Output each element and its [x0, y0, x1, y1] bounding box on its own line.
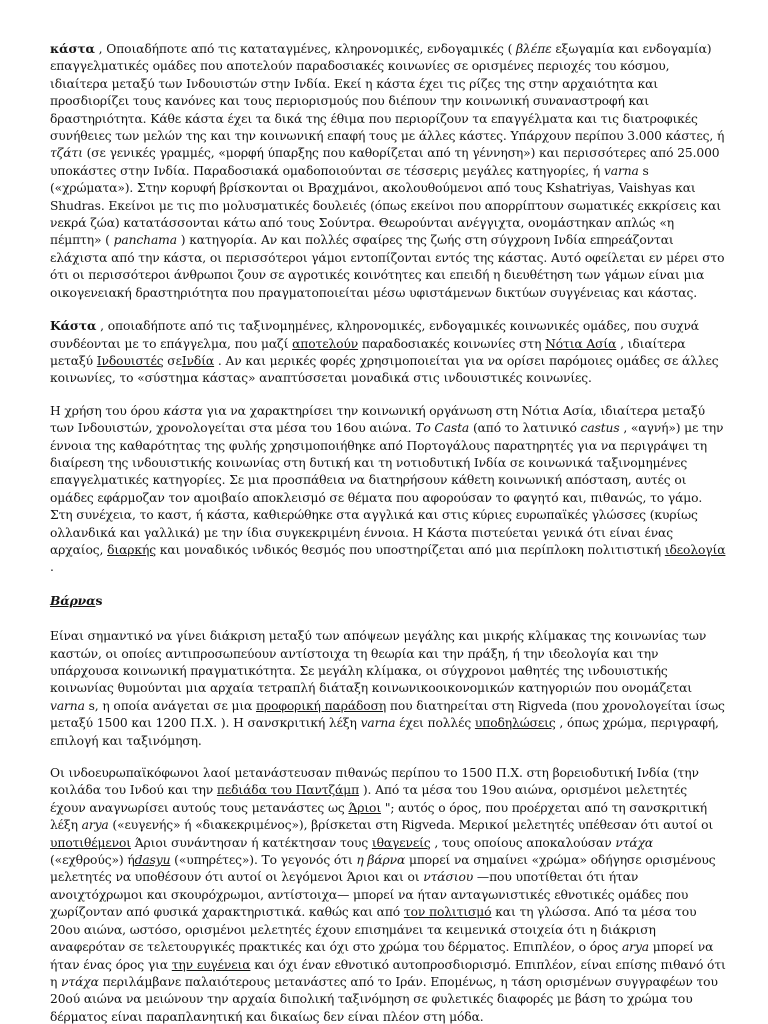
- text-run: s, η οποία ανάγεται σε μια: [84, 698, 257, 713]
- italic-term: ντάχα: [61, 974, 99, 989]
- text-run: έχει πολλές: [395, 716, 475, 731]
- paragraph-term-history: [50, 403, 726, 577]
- inline-link[interactable]: Ινδουιστές: [96, 353, 164, 368]
- text-run: . Αν και μερικές φορές χρησιμοποιείται για να ορίσει παρόμοιες ομάδες σε άλλες κοινωνίες, το «σύστημα κάστας» αναπτύσσεται μοναδικά στις ινδουιστικές κοινωνίες.: [50, 353, 719, 386]
- inline-link[interactable]: αποτελούν: [292, 336, 359, 351]
- text-run: , ιδιαίτερα μεταξύ: [50, 336, 686, 368]
- italic-term: panchama: [113, 233, 177, 248]
- inline-link[interactable]: Ινδία: [181, 353, 215, 368]
- text-run: για να χαρακτηρίσει την κοινωνική οργάνωση στη Νότια Ασία, ιδιαίτερα μεταξύ των Ινδουιστών, χρονολογείται στα μέσα του 16ου αιώνα.: [50, 403, 706, 436]
- text-run: Άριοι συνάντησαν ή κατέκτησαν τους: [130, 835, 372, 850]
- text-run: , «αγνή») με την έννοια της καθαρότητας της φυλής χρησιμοποιήθηκε από Πορτογάλους παρατηρητές για να περιγράψει τη διαίρεση της ινδουιστικής κοινωνίας στη δυτική και τη νοτιοδυτική Ινδία σε κοινωνικά ταξινομημένες επαγγελματικές κατηγορίες. Σε μια προσπάθεια να διατηρήσουν κάθετη κοινωνική απόσταση, αυτές οι ομάδες εφάρμοζαν τον αμοιβαίο αποκλεισμό σε θέματα που αφορούσαν το φαγητό και, πιθανώς, το γάμο. Στη συνέχεια, το καστ, ή κάστα, καθιερώθηκε στα αγγλικά και στις κύριες ευρωπαϊκές γλώσσες (κυρίως ολλανδικά και γαλλικά) με την ίδια συγκεκριμένη έννοια. Η Κάστα πιστεύεται γενικά ότι είναι ένας αρχαίος,: [50, 421, 724, 557]
- text-run: Οι ινδοευρωπαϊκόφωνοι λαοί μετανάστευσαν πιθανώς περίπου το 1500 Π.Χ. στη βορειοδυτική Ινδία (την κοιλάδα του Ινδού και την: [50, 766, 699, 798]
- text-run: (από το λατινικό: [469, 421, 581, 436]
- inline-link[interactable]: Νότια Ασία: [545, 336, 617, 351]
- text-run: ) κατηγορία. Αν και πολλές σφαίρες της ζωής στη σύγχρονη Ινδία επηρεάζονται ελάχιστα από την κάστα, οι περισσότεροι γάμοι εντοπίζονται εντός της κάστας. Αυτό οφείλεται εν μέρει στο ότι οι περισσότεροι άνθρωποι ζουν σε αγροτικές κοινότητες και επειδή η διευθέτηση των γάμων είναι μια οικογενειακή δραστηριότητα που πραγματοποιείται μέσω υφιστάμενων δικτύων συγγένειας και κάστας.: [50, 233, 725, 300]
- text-run: ). Από τα μέσα του 19ου αιώνα, ορισμένοι μελετητές έχουν αναγνωρίσει αυτούς τους μετανάστες ως: [50, 783, 688, 815]
- text-run: s («χρώματα»). Στην κορυφή βρίσκονται οι Βραχμάνοι, ακολουθούμενοι από τους Kshatriyas, Vaishyas και Shudras. Εκείνοι με τις πιο μολυσματικές δουλειές (όπως εκείνοι που απορρίπτουν σωματικές εκκρίσεις και νεκρά ζώα) κατατάσσονται κάτω από τους Σούντρα. Θεωρούνται ανέγγιχτα, ονομάστηκαν απλώς «η πέμπτη» (: [50, 163, 721, 248]
- inline-link[interactable]: πεδιάδα του Παντζάμπ: [216, 783, 360, 798]
- varna-heading-suffix: s: [95, 592, 103, 608]
- inline-link[interactable]: υποτιθέμενοι: [50, 835, 131, 850]
- text-run: περιλάμβανε παλαιότερους μετανάστες από το Ιράν. Επομένως, η τάση ορισμένων συγγραφέων του 20ού αιώνα να μειώνουν την αρχαία διπολική ταξινόμηση σε φυλετικές διαφορές με βάση το χρώμα του δέρματος είναι παραπλανητική και δικαίως δεν είναι πλέον στη μόδα.: [50, 974, 718, 1024]
- italic-term: η βάρνα: [356, 853, 406, 868]
- italic-term: Το Casta: [415, 421, 470, 436]
- text-run: , όπως χρώμα, περιγραφή, επιλογή και ταξινόμηση.: [50, 716, 719, 748]
- italic-term: varna: [360, 716, 396, 731]
- italic-term: castus: [580, 421, 620, 436]
- inline-link[interactable]: Άριοι: [348, 800, 382, 815]
- italic-term: ντάσιου: [423, 870, 474, 885]
- text-run: .: [50, 560, 54, 575]
- text-run: («ευγενής» ή «διακεκριμένος»), βρίσκεται στη Rigveda. Μερικοί μελετητές υπέθεσαν ότι αυτοί οι: [108, 818, 714, 833]
- text-run: εξωγαμία και ενδογαμία) επαγγελματικές ομάδες που αποτελούν παραδοσιακές κοινωνίες σε ορισμένες περιοχές του κόσμου, ιδιαίτερα μεταξύ των Ινδουιστών στην Ινδία. Εκεί η κάστα έχει τις ρίζες της στην αρχαιότητα και προσδιορίζει τους κανόνες και τους περιορισμούς που διέπουν την κοινωνική συναναστροφή και δραστηριότητα. Κάθε κάστα έχει τα δικά της έθιμα που περιορίζουν τα επαγγέλματα και τις διατροφικές συνήθειες των μελών της και την κοινωνική επαφή τους με άλλες κάστες. Υπάρχουν περίπου 3.000 κάστες, ή: [50, 42, 725, 144]
- text-run: και μοναδικός ινδικός θεσμός που υποστηρίζεται από μια περίπλοκη πολιτιστική: [156, 542, 665, 557]
- bold-term: Κάστα: [50, 318, 97, 334]
- inline-link[interactable]: τον πολιτισμό: [403, 905, 492, 920]
- paragraph-kasta-definition: [50, 40, 726, 302]
- inline-link[interactable]: ιδεολογία: [664, 542, 726, 557]
- inline-link[interactable]: υποδηλώσεις: [474, 716, 556, 731]
- italic-term: varna: [50, 698, 85, 713]
- text-run: "; αυτός ο όρος, που προέρχεται από τη σανσκριτική λέξη: [50, 800, 707, 833]
- italic-term: βλέπε: [516, 42, 552, 56]
- text-run: , οποιαδήποτε από τις ταξινομημένες, κληρονομικές, ενδογαμικές κοινωνικές ομάδες, που συχνά συνδέονται με το επάγγελμα, που μαζί: [50, 319, 699, 351]
- text-run: Η χρήση του όρου: [50, 403, 164, 418]
- text-run: σε: [163, 353, 182, 368]
- inline-link[interactable]: την ευγένεια: [171, 957, 251, 972]
- text-run: και τη γλώσσα. Από τα μέσα του 20ου αιώνα, ωστόσο, ορισμένοι μελετητές έχουν επισημάνει τα κειμενικά στοιχεία ότι η διάκριση αναφερόταν σε τελετουργικές πρακτικές και όχι στο χρώμα του δέρματος. Επιπλέον, ο όρος: [50, 905, 697, 955]
- text-run: μπορεί να σημαίνει «χρώμα» οδήγησε ορισμένους μελετητές να υποθέσουν ότι αυτοί οι λεγόμενοι Άριοι και οι: [50, 853, 716, 885]
- italic-term: κάστα: [163, 403, 203, 418]
- italic-term: τζάτι: [50, 146, 83, 161]
- text-run: που διατηρείται στη Rigveda (που χρονολογείται ίσως μεταξύ 1500 και 1200 Π.Χ. ). Η σανσκριτική λέξη: [50, 698, 725, 731]
- italic-term: varna: [603, 163, 639, 178]
- text-run: παραδοσιακές κοινωνίες στη: [358, 336, 546, 351]
- inline-link[interactable]: ιθαγενείς: [371, 835, 431, 850]
- inline-link[interactable]: διαρκής: [107, 542, 156, 557]
- text-run: —που υποτίθεται ότι ήταν ανοιχτόχρωμοι και σκουρόχρωμοι, αντίστοιχα— μπορεί να ήταν ανταγωνιστικές εθνοτικές ομάδες που χωρίζονταν από φυσικά χαρακτηριστικά. καθώς και από: [50, 870, 689, 920]
- varna-heading-link[interactable]: Βάρνα: [50, 592, 96, 608]
- inline-link[interactable]: dasyu: [134, 853, 171, 868]
- text-run: , Οποιαδήποτε από τις καταταγμένες, κληρονομικές, ενδογαμικές (: [94, 42, 517, 56]
- text-run: («εχθρούς») ή: [50, 853, 135, 868]
- italic-term: arya: [621, 940, 649, 955]
- text-run: μπορεί να ήταν ένας όρος για: [50, 940, 714, 972]
- paragraph-indo-european-migration: [50, 765, 726, 1024]
- section-heading-varna: [50, 592, 726, 610]
- inline-link[interactable]: προφορική παράδοση: [256, 698, 387, 713]
- text-run: (σε γενικές γραμμές, «μορφή ύπαρξης που καθορίζεται από τη γέννηση») και περισσότερες από 25.000 υποκάστες στην Ινδία. Παραδοσιακά ομαδοποιούνται σε τέσσερις μεγάλες κατηγορίες, ή: [50, 146, 720, 178]
- italic-term: arya: [81, 818, 109, 833]
- text-run: και όχι έναν εθνοτικό αυτοπροσδιορισμό. Επιπλέον, είναι επίσης πιθανό ότι η: [50, 957, 726, 989]
- text-run: Είναι σημαντικό να γίνει διάκριση μεταξύ των απόψεων μεγάλης και μικρής κλίμακας της κοινωνίας των καστών, οι οποίες αντιπροσωπεύουν αντίστοιχα τη θεωρία και την πράξη, ή την ιδεολογία και την υπάρχουσα κοινωνική πραγματικότητα. Σε μεγάλη κλίμακα, οι σύγχρονοι μαθητές της ινδουιστικής κοινωνίας θυμούνται μια αρχαία τετραπλή διάταξη κοινωνικοοικονομικών κατηγοριών που ονομάζεται: [50, 629, 707, 696]
- italic-term: ντάχα: [615, 835, 654, 850]
- text-run: («υπηρέτες»). Το γεγονός ότι: [170, 853, 357, 868]
- bold-term: κάστα: [50, 41, 95, 56]
- text-run: , τους οποίους αποκαλούσαν: [430, 835, 616, 850]
- paragraph-kasta-social-groups: [50, 317, 726, 388]
- paragraph-varna-theory: [50, 628, 726, 750]
